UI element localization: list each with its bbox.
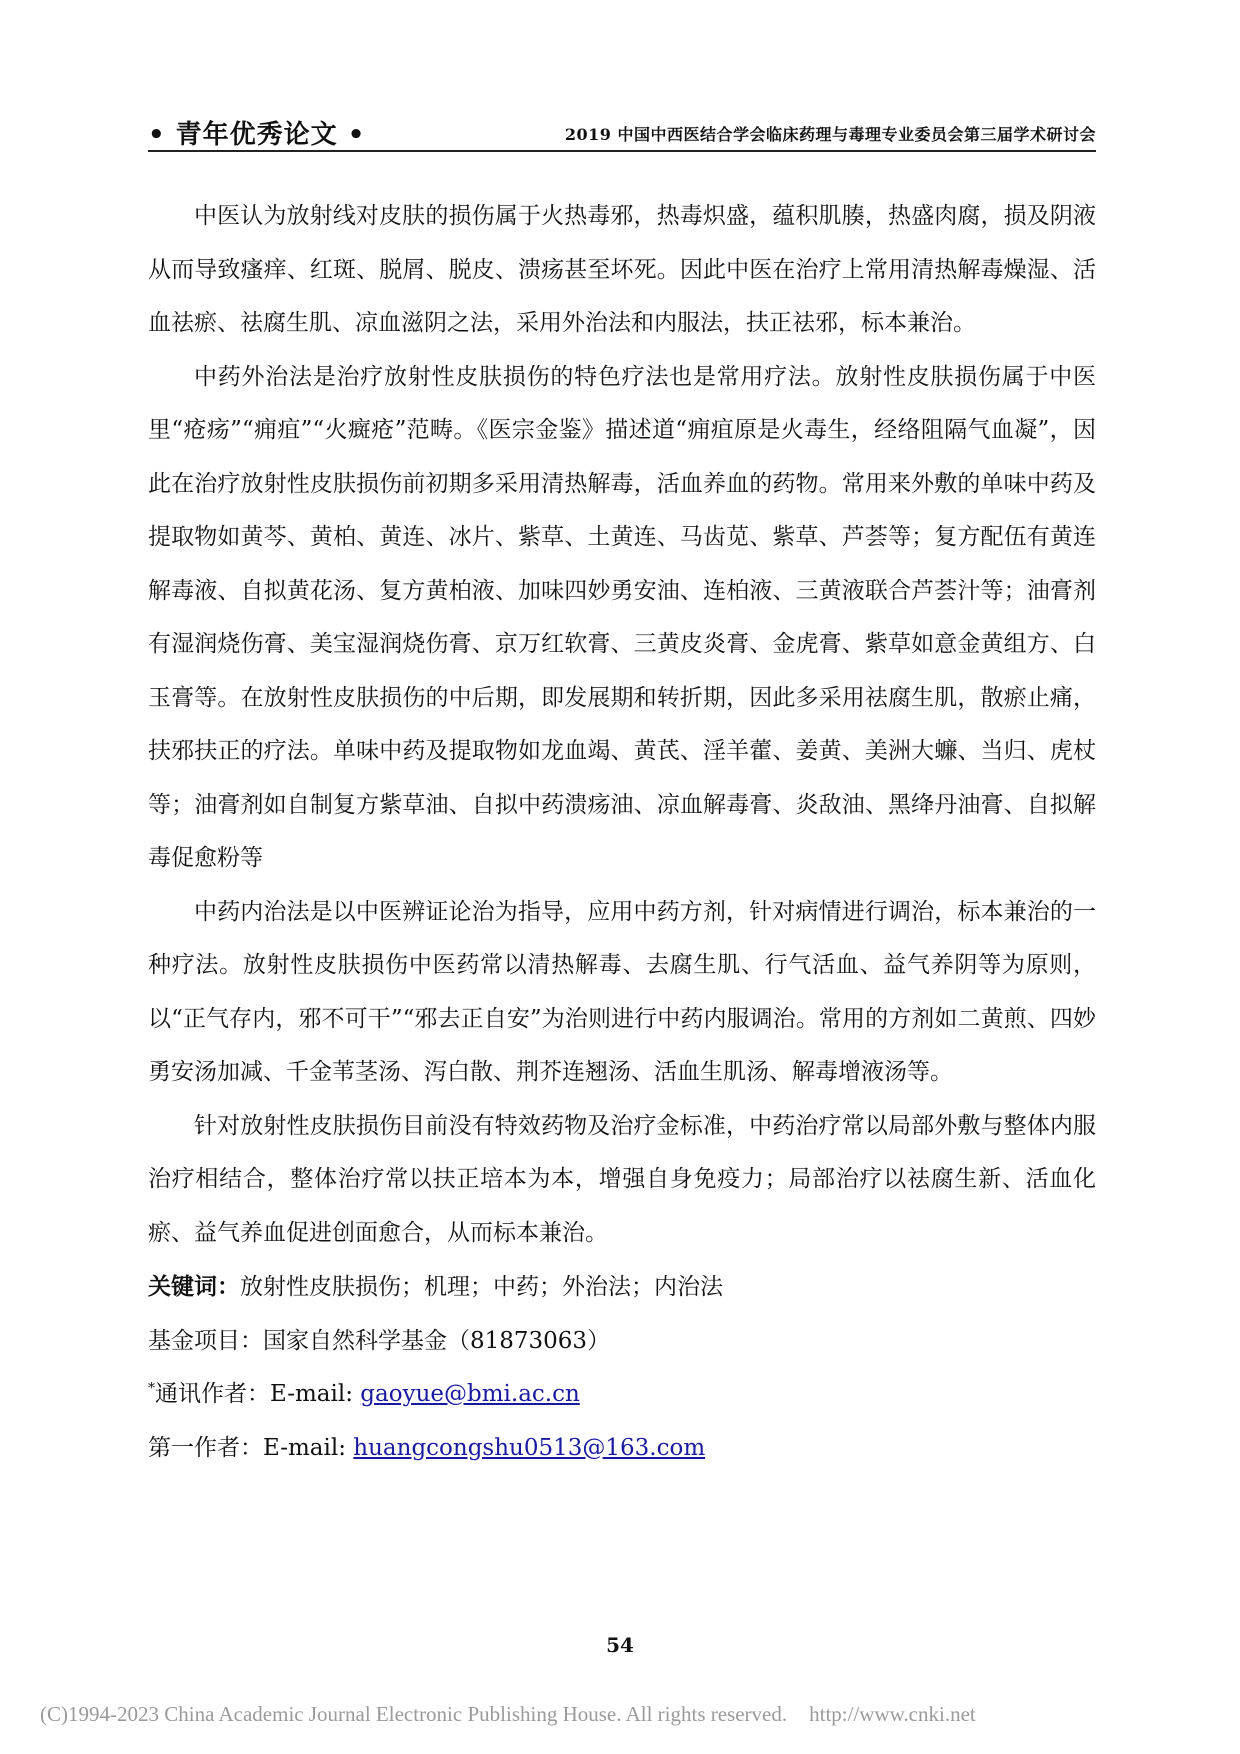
- corresponding-mark: *: [148, 1380, 155, 1397]
- fund-line: [148, 1315, 1096, 1369]
- first-author-label: 第一作者：E-mail:: [148, 1434, 354, 1461]
- copyright-notice: (C)1994-2023 China Academic Journal Electronic Publishing House. All rights reserved.: [40, 1702, 788, 1726]
- page-number: 54: [606, 1633, 634, 1657]
- first-author-line: [148, 1422, 1096, 1476]
- cnki-url[interactable]: http://www.cnki.net: [809, 1702, 976, 1726]
- first-author-email-link[interactable]: huangcongshu0513@163.com: [353, 1434, 706, 1461]
- fund-value: 国家自然科学基金（81873063）: [263, 1327, 611, 1354]
- paragraph-2: 中药外治法是治疗放射性皮肤损伤的特色疗法也是常用疗法。放射性皮肤损伤属于中医里“疮疡”“痈疽”“火癍疮”范畴。《医宗金鉴》描述道“痈疽原是火毒生，经络阻隔气血凝”，因此在治疗放射性皮肤损伤前初期多采用清热解毒，活血养血的药物。常用来外敷的单味中药及提取物如黄芩、黄柏、黄连、冰片、紫草、土黄连、马齿苋、紫草、芦荟等；复方配伍有黄连解毒液、自拟黄花汤、复方黄柏液、加味四妙勇安油、连柏液、三黄液联合芦荟汁等；油膏剂有湿润烧伤膏、美宝湿润烧伤膏、京万红软膏、三黄皮炎膏、金虎膏、紫草如意金黄组方、白玉膏等。在放射性皮肤损伤的中后期，即发展期和转折期，因此多采用祛腐生肌，散瘀止痛，扶邪扶正的疗法。单味中药及提取物如龙血竭、黄芪、淫羊藿、姜黄、美洲大蠊、当归、虎杖等；油膏剂如自制复方紫草油、自拟中药溃疡油、凉血解毒膏、炎敌油、黑绛丹油膏、自拟解毒促愈粉等: [148, 363, 1096, 871]
- corresponding-label: 通讯作者：E-mail:: [155, 1381, 361, 1407]
- conference-title: 2019 中国中西医结合学会临床药理与毒理专业委员会第三届学术研讨会: [564, 125, 1096, 144]
- fund-label: 基金项目：: [148, 1327, 263, 1354]
- paragraph-4: 针对放射性皮肤损伤目前没有特效药物及治疗金标准，中药治疗常以局部外敷与整体内服治疗相结合，整体治疗常以扶正培本为本，增强自身免疫力；局部治疗以祛腐生新、活血化瘀、益气养血促进创面愈合，从而标本兼治。: [148, 1112, 1096, 1246]
- article-body: [148, 190, 1096, 1475]
- running-header: [148, 112, 1096, 152]
- keywords-value: 放射性皮肤损伤；机理；中药；外治法；内治法: [240, 1274, 723, 1300]
- paragraph-1: 中医认为放射线对皮肤的损伤属于火热毒邪，热毒炽盛，蕴积肌腠，热盛肉腐，损及阴液从而导致瘙痒、红斑、脱屑、脱皮、溃疡甚至坏死。因此中医在治疗上常用清热解毒燥湿、活血祛瘀、祛腐生肌、凉血滋阴之法，采用外治法和内服法，扶正祛邪，标本兼治。: [148, 203, 1096, 336]
- keywords-line: [148, 1260, 1096, 1315]
- keywords-label: 关键词：: [148, 1273, 240, 1300]
- corresponding-email-link[interactable]: gaoyue@bmi.ac.cn: [360, 1381, 580, 1407]
- corresponding-author-line: [148, 1368, 1096, 1422]
- paragraph-3: 中药内治法是以中医辨证论治为指导，应用中药方剂，针对病情进行调治，标本兼治的一种疗法。放射性皮肤损伤中医药常以清热解毒、去腐生肌、行气活血、益气养阴等为原则，以“正气存内，邪不可干”“邪去正自安”为治则进行中药内服调治。常用的方剂如二黄煎、四妙勇安汤加减、千金苇茎汤、泻白散、荆芥连翘汤、活血生肌汤、解毒增液汤等。: [148, 898, 1096, 1085]
- section-label: • 青年优秀论文 •: [148, 120, 366, 150]
- footer: [40, 1702, 1210, 1727]
